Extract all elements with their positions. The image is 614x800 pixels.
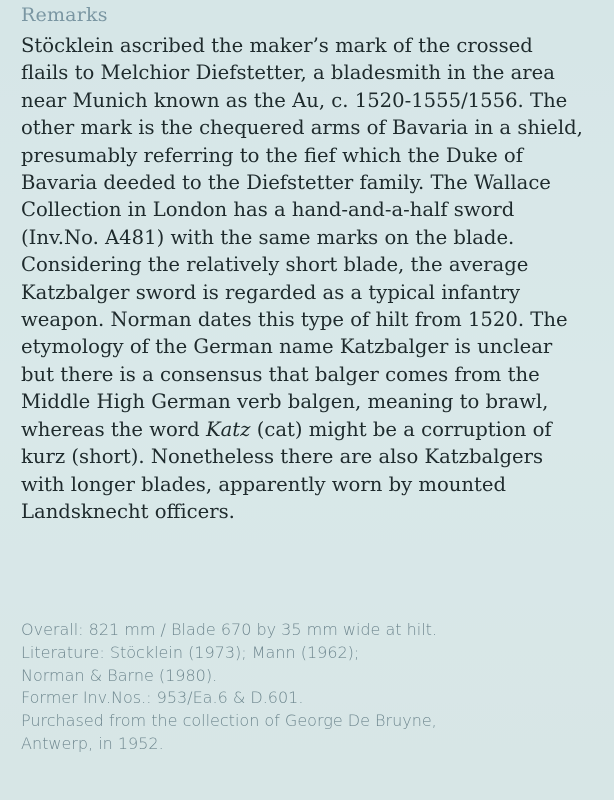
remarks-line: (Inv.No. A481) with the same marks on the blade. (21, 225, 515, 249)
former-inventory-line: Former Inv.Nos.: 953/Ea.6 & D.601. (21, 688, 304, 708)
remarks-line: Considering the relatively short blade, the average (21, 253, 529, 277)
remarks-paragraph (21, 32, 614, 525)
remarks-line: but there is a consensus that balger comes from the (21, 362, 540, 386)
remarks-line-segment: whereas the word (21, 417, 206, 441)
remarks-line: Bavaria deeded to the Diefstetter family. The Wallace (21, 171, 551, 195)
remarks-line: flails to Melchior Diefstetter, a bladesmith in the area (21, 61, 555, 85)
italic-term-katz: Katz (205, 417, 251, 441)
remarks-line: Landsknecht officers. (21, 499, 235, 523)
remarks-line-segment: (cat) might be a corruption of (250, 417, 552, 441)
remarks-line-with-italic (21, 416, 614, 443)
object-details (21, 619, 611, 756)
remarks-line: Stöcklein ascribed the maker’s mark of the crossed (21, 34, 533, 57)
remarks-line: Katzbalger sword is regarded as a typical infantry (21, 280, 521, 304)
remarks-heading: Remarks (21, 4, 108, 26)
literature-line-continued: Norman & Barne (1980). (21, 665, 218, 685)
remarks-line: kurz (short). Nonetheless there are also Katzbalgers (21, 445, 544, 469)
literature-line: Literature: Stöcklein (1973); Mann (1962); (21, 642, 360, 662)
remarks-line: near Munich known as the Au, c. 1520-1555/1556. The (21, 88, 568, 112)
remarks-line: presumably referring to the fief which the Duke of (21, 143, 523, 167)
remarks-line: Collection in London has a hand-and-a-half sword (21, 198, 515, 222)
remarks-line: with longer blades, apparently worn by mounted (21, 472, 507, 496)
remarks-line: other mark is the chequered arms of Bavaria in a shield, (21, 116, 583, 140)
remarks-line: Middle High German verb balgen, meaning to brawl, (21, 390, 549, 414)
remarks-line: weapon. Norman dates this type of hilt from 1520. The (21, 308, 568, 332)
dimensions-line: Overall: 821 mm / Blade 670 by 35 mm wide at hilt. (21, 620, 438, 639)
remarks-line: etymology of the German name Katzbalger is unclear (21, 335, 553, 359)
provenance-line: Purchased from the collection of George De Bruyne, (21, 711, 437, 731)
provenance-line-continued: Antwerp, in 1952. (21, 733, 164, 753)
